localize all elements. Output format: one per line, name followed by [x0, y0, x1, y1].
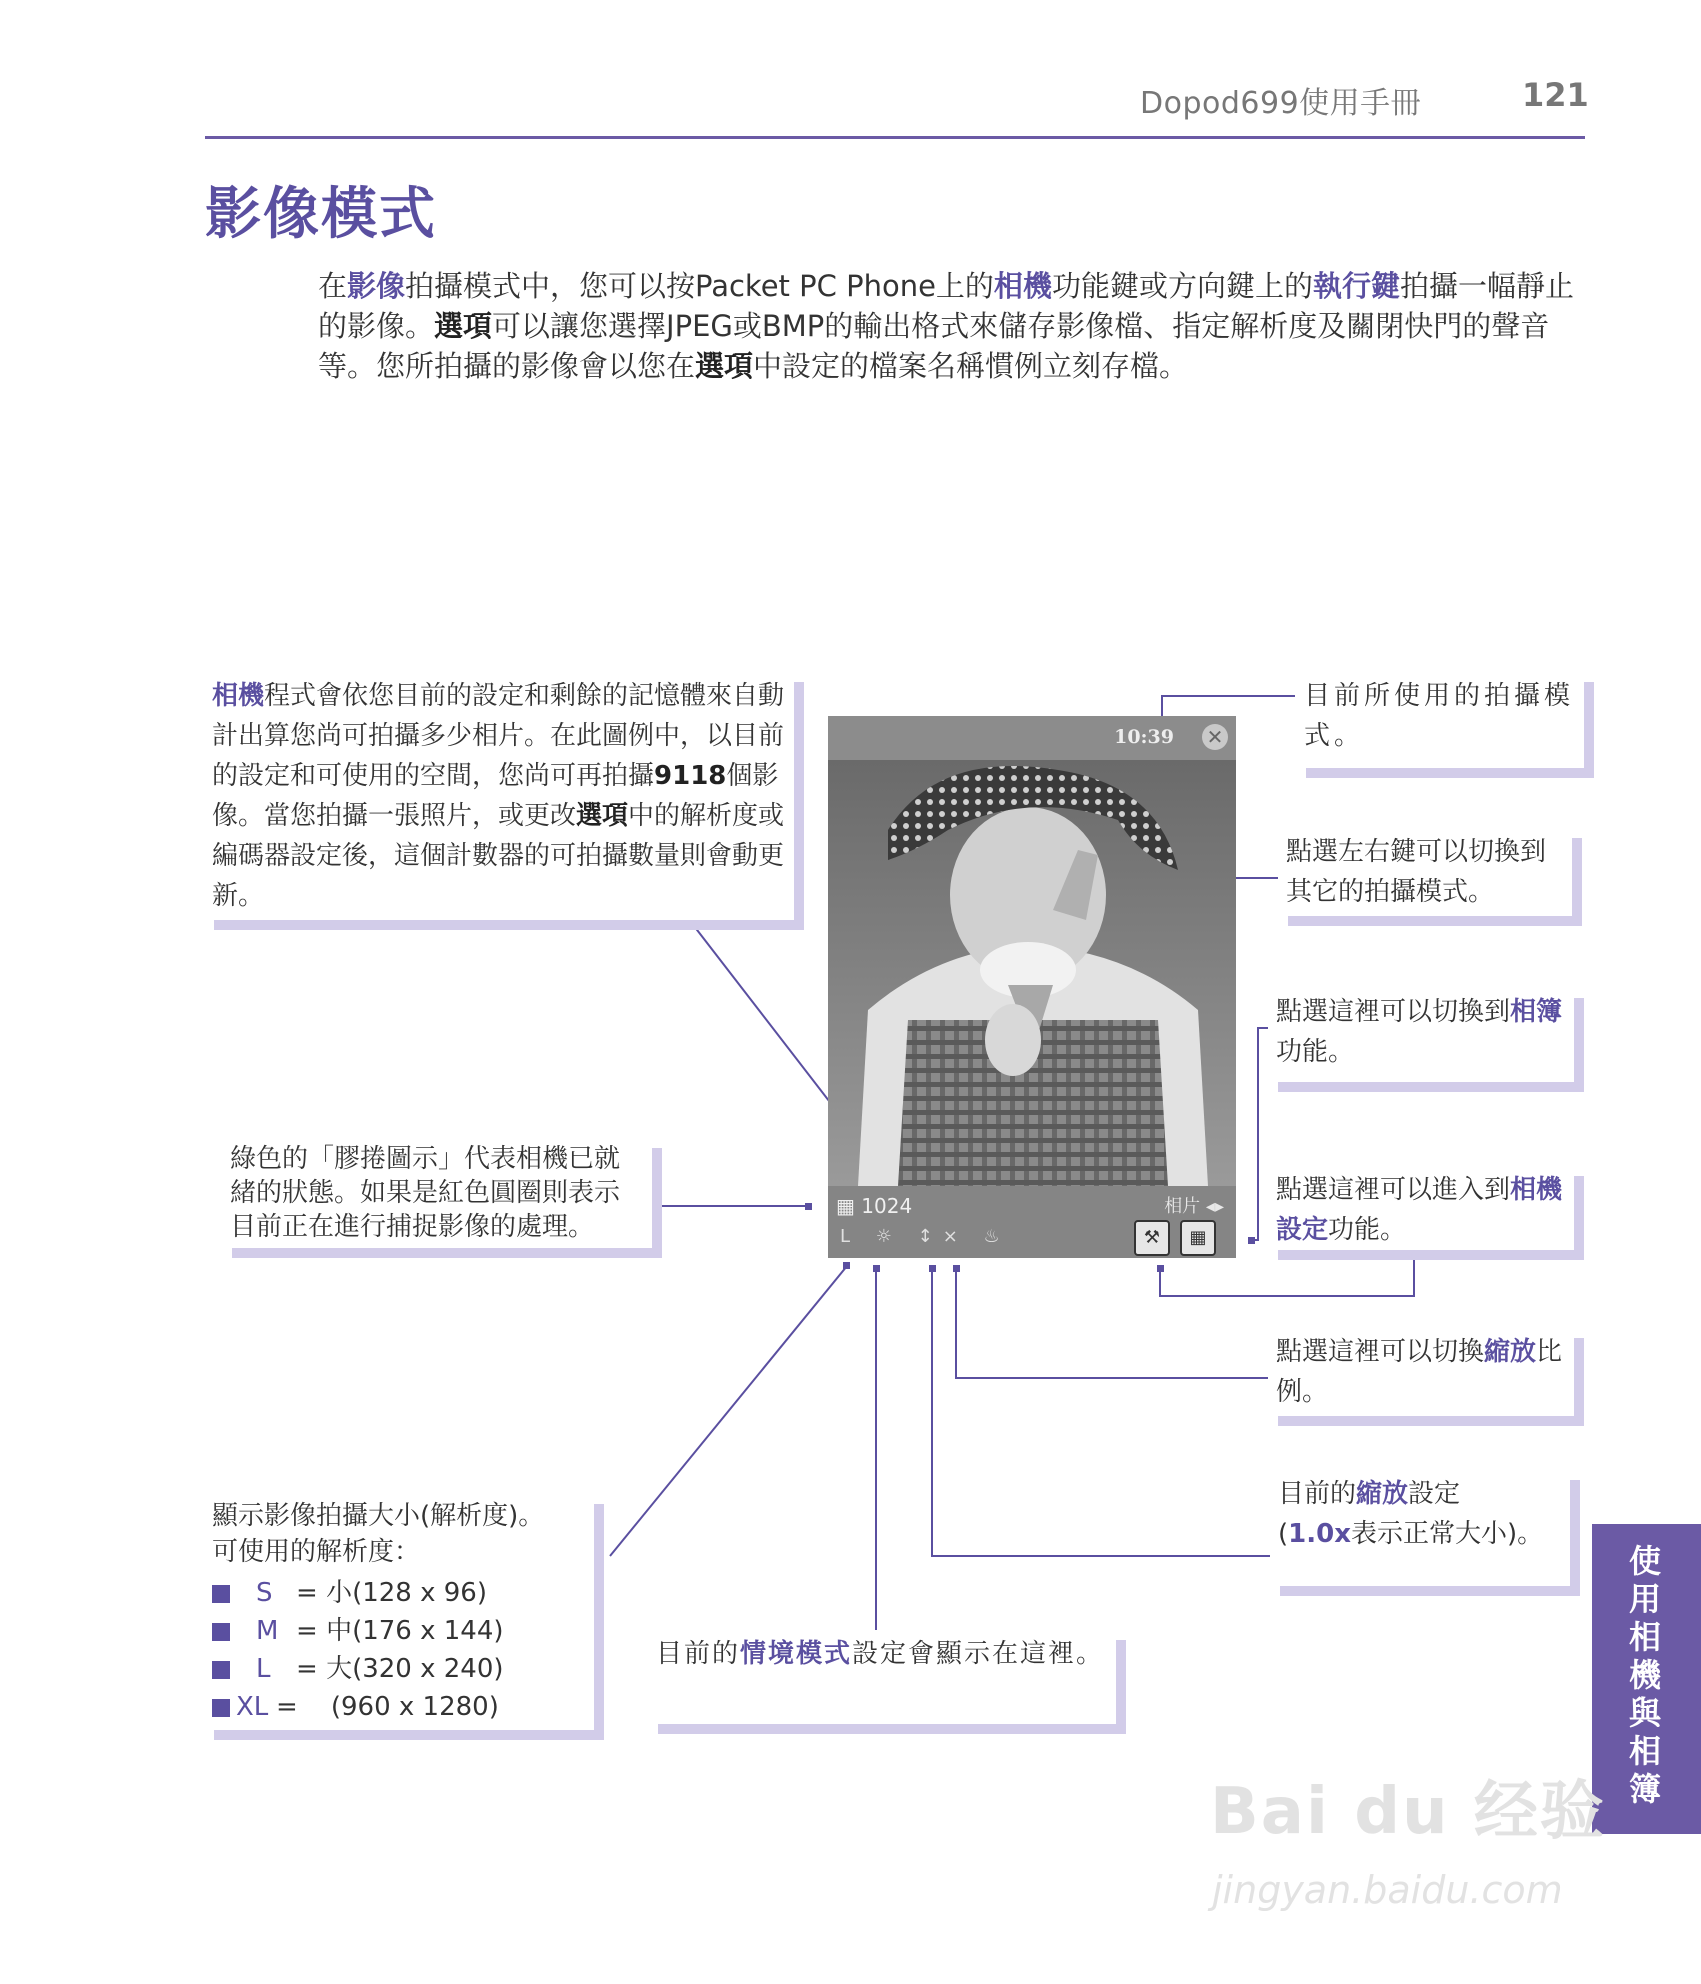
anchor-dot	[1248, 1237, 1255, 1244]
resolution-line1: 顯示影像拍攝大小(解析度)。	[212, 1501, 545, 1531]
film-icon: ▦	[836, 1194, 855, 1218]
callout-scene-mode: 目前的情境模式設定會顯示在這裡。	[648, 1630, 1116, 1724]
album-icon[interactable]: ▦	[1180, 1220, 1216, 1256]
anchor-dot	[805, 1203, 812, 1210]
intro-paragraph: 在影像拍攝模式中，您可以按Packet PC Phone上的相機功能鍵或方向鍵上的執行鍵拍攝一幅靜止的影像。選項可以讓您選擇JPEG或BMP的輸出格式來儲存影像檔、指定解析度及關閉快門的聲音等。您所拍攝的影像會以您在選項中設定的檔案名稱慣例立刻存檔。	[318, 269, 1574, 383]
resolution-item: XL = (960 x 1280)	[212, 1688, 586, 1726]
photo-illustration	[828, 760, 1236, 1186]
resolution-item: L = 大(320 x 240)	[212, 1650, 586, 1688]
camera-screen	[828, 716, 1236, 1258]
connector-zoom-current	[932, 1268, 1272, 1556]
capture-mode-indicator[interactable]: 相片 ◂▸	[1164, 1196, 1224, 1217]
callout-film-icon: 綠色的「膠捲圖示」代表相機已就緒的狀態。如果是紅色圓圈則表示目前正在進行捕捉影像的處理。	[222, 1138, 652, 1248]
clock: 10:39	[1114, 726, 1174, 748]
watermark-logo: Bai du 经验	[1210, 1775, 1606, 1849]
viewfinder-photo	[828, 760, 1236, 1186]
anchor-dot	[1157, 1265, 1164, 1272]
section-title: 影像模式	[205, 182, 437, 247]
camera-settings-icon[interactable]: ⚒	[1134, 1220, 1170, 1256]
chapter-side-tab	[1592, 1524, 1701, 1834]
callout-settings: 點選這裡可以進入到相機設定功能。	[1268, 1166, 1574, 1250]
callout-zoom-toggle: 點選這裡可以切換縮放比例。	[1268, 1328, 1574, 1416]
callout-mode-arrows: 點選左右鍵可以切換到其它的拍攝模式。	[1278, 828, 1572, 916]
anchor-dot	[843, 1262, 850, 1269]
watermark-url: jingyan.baidu.com	[1212, 1868, 1563, 1912]
callout-album: 點選這裡可以切換到相簿功能。	[1268, 988, 1574, 1082]
callout-zoom-current: 目前的縮放設定 (1.0x表示正常大小)。	[1270, 1470, 1570, 1586]
connector-zoom-toggle	[956, 1268, 1274, 1378]
status-icons[interactable]: L ☼ ↕× ♨	[840, 1226, 1010, 1247]
anchor-dot	[873, 1265, 880, 1272]
callout-counter: 相機程式會依您目前的設定和剩餘的記憶體來自動計出算您尚可拍攝多少相片。在此圖例中，以目前的設定和可使用的空間，您尚可再拍攝9118個影像。當您拍攝一張照片，或更改選項中的解析度或編碼器設定後，這個計數器的可拍攝數量則會動更新。	[204, 672, 794, 920]
anchor-dot	[929, 1265, 936, 1272]
close-icon[interactable]: ✕	[1202, 724, 1228, 750]
screen-title-bar	[828, 716, 1236, 760]
running-header-title: Dopod699使用手冊	[1140, 86, 1422, 121]
callout-capture-mode: 目前所使用的拍攝模式。	[1296, 672, 1584, 768]
callout-resolution	[204, 1494, 594, 1730]
connector-settings	[1160, 1252, 1414, 1296]
mode-arrows-icon[interactable]: ◂▸	[1205, 1196, 1224, 1217]
page-number: 121	[1522, 76, 1589, 114]
camera-status-bar	[828, 1186, 1236, 1258]
connector-resolution	[610, 1266, 847, 1556]
chapter-side-tab-label: 使用相機與相簿	[1624, 1544, 1662, 1810]
shots-remaining-counter: ▦ 1024	[836, 1194, 913, 1218]
resolution-item: S = 小(128 x 96)	[212, 1574, 586, 1612]
resolution-line2: 可使用的解析度：	[212, 1537, 421, 1567]
anchor-dot	[953, 1265, 960, 1272]
resolution-item: M = 中(176 x 144)	[212, 1612, 586, 1650]
